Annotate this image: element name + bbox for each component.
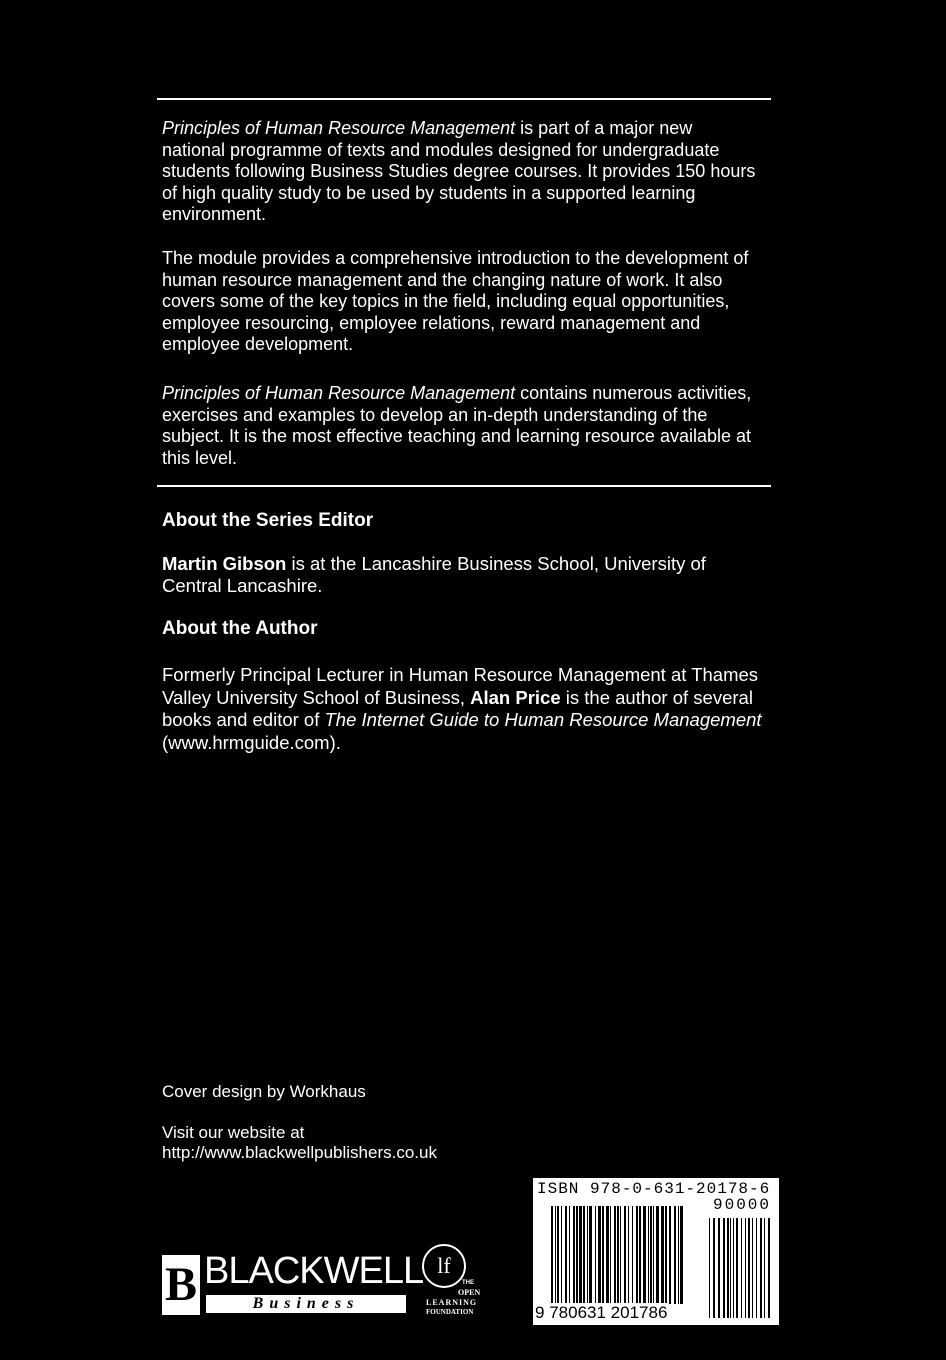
top-rule xyxy=(157,98,771,100)
barcode-bar xyxy=(569,1206,570,1304)
text-line xyxy=(162,248,755,270)
description-paragraph xyxy=(162,383,755,469)
barcode-bar xyxy=(583,1206,585,1304)
website-label: Visit our website at xyxy=(162,1123,305,1142)
ean-left-group: 780631 xyxy=(549,1303,606,1322)
text-run: human resource management and the changing nature of work. It also xyxy=(162,269,723,290)
barcode-bar xyxy=(709,1218,710,1318)
barcode-bar xyxy=(656,1206,659,1304)
text-line xyxy=(162,334,755,356)
barcode-bar xyxy=(727,1218,729,1318)
text-line xyxy=(162,664,762,687)
price-code: 90000 xyxy=(712,1196,771,1214)
text-run: (www.hrmguide.com). xyxy=(162,731,341,753)
website-url[interactable]: http://www.blackwellpublishers.co.uk xyxy=(162,1143,437,1162)
description-paragraph xyxy=(162,118,755,226)
text-line xyxy=(162,140,755,162)
barcode-bar xyxy=(756,1218,757,1318)
barcode-bar xyxy=(573,1206,575,1304)
text-run: employee development. xyxy=(162,334,354,355)
olf-mark-icon: lf xyxy=(422,1244,466,1288)
barcode-bar xyxy=(606,1206,609,1304)
text-run: is at the Lancashire Business School, University of xyxy=(286,553,706,574)
barcode-bar xyxy=(741,1218,742,1318)
barcode-bar xyxy=(602,1206,604,1304)
text-run: covers some of the key topics in the field, including equal opportunities, xyxy=(162,291,730,312)
bold-name: Alan Price xyxy=(470,686,561,708)
barcode-bar xyxy=(745,1218,746,1318)
barcode-bar xyxy=(636,1206,638,1304)
text-run: environment. xyxy=(162,204,267,225)
text-run: The module provides a comprehensive introduction to the development of xyxy=(162,247,749,268)
barcode-bar xyxy=(632,1206,633,1304)
blackwell-business-logo xyxy=(162,1250,424,1315)
text-run: Formerly Principal Lecturer in Human Resource Management at Thames xyxy=(162,664,759,685)
olf-open: OPEN xyxy=(458,1288,481,1297)
text-line xyxy=(162,426,755,448)
barcode-bar xyxy=(730,1218,731,1318)
barcode-bar xyxy=(665,1206,667,1304)
barcode-bar xyxy=(587,1206,588,1304)
text-line xyxy=(162,448,755,470)
barcode-bar xyxy=(752,1218,753,1318)
text-line xyxy=(162,709,762,732)
barcode-bar xyxy=(713,1218,715,1318)
cover-design-credit: Cover design by Workhaus xyxy=(162,1082,366,1101)
barcode-bar xyxy=(551,1206,553,1304)
barcode-bar xyxy=(624,1206,626,1304)
barcode-bar xyxy=(576,1206,578,1304)
text-line xyxy=(162,161,755,183)
text-run: is part of a major new xyxy=(515,118,693,138)
bold-name: Martin Gibson xyxy=(162,553,287,574)
text-line xyxy=(162,118,755,140)
barcode-bar xyxy=(555,1206,556,1304)
text-line xyxy=(162,204,755,226)
barcode-bar xyxy=(748,1218,750,1318)
barcode-bar xyxy=(736,1218,738,1318)
barcode-bar xyxy=(678,1206,679,1304)
text-line xyxy=(162,291,755,313)
barcode-bar xyxy=(718,1218,720,1318)
text-run: contains numerous activities, xyxy=(515,382,752,403)
text-line xyxy=(162,575,706,597)
barcode-bar xyxy=(669,1206,671,1304)
text-run: exercises and examples to develop an in-depth understanding of the xyxy=(162,404,708,425)
series-editor-heading: About the Series Editor xyxy=(162,510,374,531)
ean-right-group: 201786 xyxy=(610,1303,668,1322)
barcode-bar xyxy=(674,1206,676,1304)
text-run: of high quality study to be used by students in a supported learning xyxy=(162,182,696,203)
text-line xyxy=(162,405,755,427)
barcode-bar xyxy=(648,1206,649,1304)
publisher-name: BLACKWELL xyxy=(204,1250,424,1292)
barcode-bar xyxy=(764,1218,765,1318)
barcode-bar xyxy=(661,1206,664,1304)
barcode-bar xyxy=(589,1206,592,1304)
isbn-barcode xyxy=(533,1178,779,1325)
olf-learning: LEARNING xyxy=(426,1298,478,1307)
olf-the: THE xyxy=(462,1280,474,1286)
barcode-bar xyxy=(643,1206,646,1304)
barcode-bar xyxy=(628,1206,629,1304)
barcode-bar xyxy=(579,1206,582,1304)
olf-foundation: FOUNDATION xyxy=(426,1308,474,1316)
text-line xyxy=(162,732,762,755)
publisher-imprint: Business xyxy=(206,1295,406,1313)
text-run: students following Business Studies degree courses. It provides 150 hours xyxy=(162,161,756,182)
author-bio xyxy=(162,664,762,754)
series-editor-bio xyxy=(162,553,706,596)
description-paragraph xyxy=(162,248,755,356)
text-line xyxy=(162,183,755,205)
barcode-bar xyxy=(733,1218,734,1318)
barcode-bar xyxy=(650,1206,652,1304)
barcode-bar xyxy=(614,1206,616,1304)
barcode-bar xyxy=(598,1206,601,1304)
barcode-bar xyxy=(565,1206,567,1304)
text-run: this level. xyxy=(162,447,238,468)
text-run: books and editor of xyxy=(162,709,325,730)
text-line xyxy=(162,313,755,335)
barcode-bar xyxy=(639,1206,641,1304)
author-heading: About the Author xyxy=(162,618,318,639)
text-run: subject. It is the most effective teaching and learning resource available at xyxy=(162,426,752,447)
barcode-bar xyxy=(595,1206,596,1304)
barcode-bar xyxy=(760,1218,762,1318)
text-line xyxy=(162,553,706,575)
barcode-bar xyxy=(617,1206,619,1304)
italic-text: Principles of Human Resource Management xyxy=(162,382,516,403)
text-line xyxy=(162,383,755,405)
blackwell-b-icon: B xyxy=(162,1255,200,1315)
text-run: employee resourcing, employee relations, reward management and xyxy=(162,312,701,333)
text-run: Central Lancashire. xyxy=(162,574,323,596)
ean-first-digit: 9 xyxy=(535,1303,545,1322)
italic-text: The Internet Guide to Human Resource Management xyxy=(324,709,762,730)
barcode-bar xyxy=(561,1206,562,1304)
text-run: Valley University School of Business, xyxy=(162,686,471,708)
middle-rule xyxy=(157,485,771,487)
italic-text: Principles of Human Resource Management xyxy=(162,118,516,138)
text-run: national programme of texts and modules designed for undergraduate xyxy=(162,139,720,160)
book-description xyxy=(162,118,755,496)
barcode-bar xyxy=(653,1206,654,1304)
barcode-bar xyxy=(610,1206,611,1304)
barcode-bar xyxy=(768,1218,770,1318)
barcode-bar xyxy=(557,1206,559,1304)
barcode-bar xyxy=(680,1206,683,1304)
isbn-text: ISBN 978-0-631-20178-6 xyxy=(537,1180,771,1198)
text-run: is the author of several xyxy=(560,686,753,708)
barcode-bar xyxy=(620,1206,621,1304)
text-line xyxy=(162,687,762,710)
open-learning-foundation-logo xyxy=(418,1238,482,1320)
ean-digits xyxy=(535,1303,667,1323)
barcode-bar xyxy=(723,1218,725,1318)
text-line xyxy=(162,270,755,292)
